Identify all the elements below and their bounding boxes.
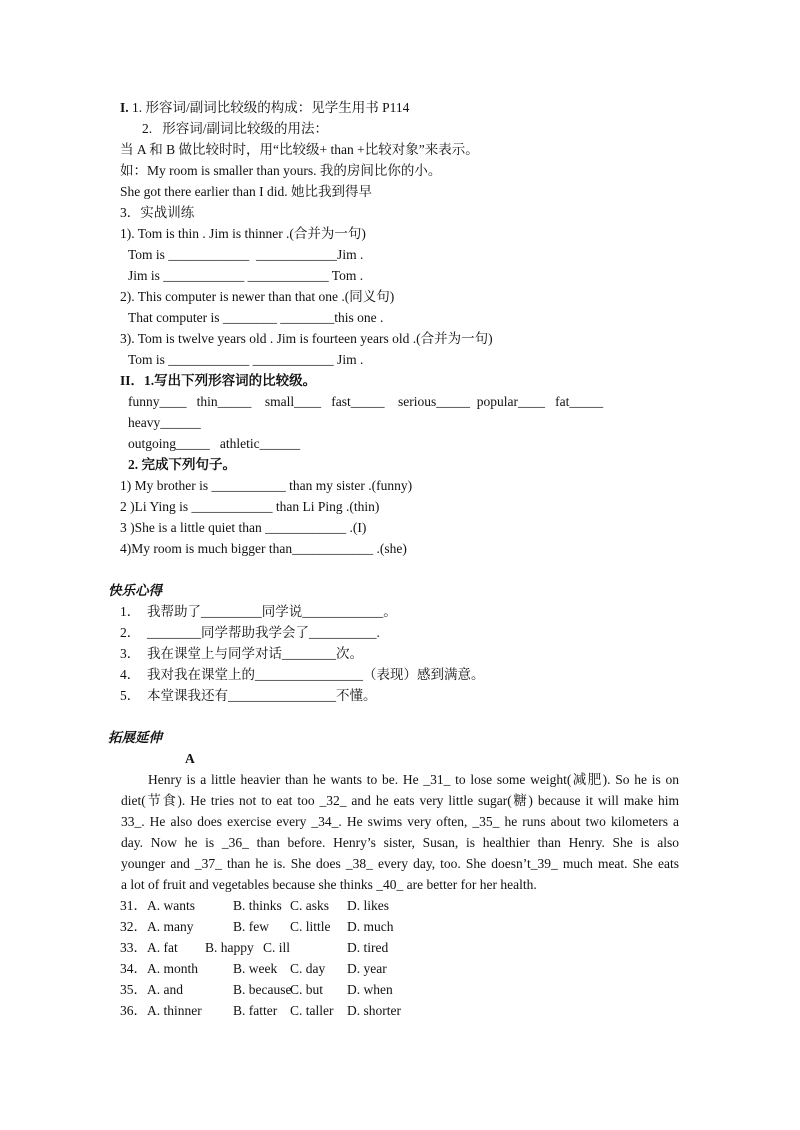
- option-a: 33．A. fat: [120, 940, 178, 955]
- happy-title: 快乐心得: [108, 583, 162, 599]
- section2-line3: heavy______: [128, 415, 201, 430]
- happy-line2: 2． ________同学帮助我学会了__________.: [120, 625, 380, 640]
- option-d: D. much: [347, 919, 394, 934]
- section1-line7: 1). Tom is thin . Jim is thinner .(合并为一句): [120, 226, 366, 241]
- passage-label: A: [185, 751, 195, 766]
- option-d: D. likes: [347, 898, 389, 913]
- section1-line5: She got there earlier than I did. 她比我到得早: [120, 184, 372, 199]
- option-b: B. thinks: [233, 898, 282, 913]
- option-b: B. few: [233, 919, 269, 934]
- option-b: B. fatter: [233, 1003, 278, 1018]
- option-b: B. happy: [205, 940, 254, 955]
- section2-line7: 2 )Li Ying is ____________ than Li Ping .(thin): [120, 499, 380, 514]
- option-row: [120, 897, 195, 915]
- happy-line5: 5． 本堂课我还有________________不懂。: [120, 688, 377, 703]
- option-a: 34．A. month: [120, 961, 199, 976]
- section2-line8: 3 )She is a little quiet than ____________ .(I): [120, 520, 367, 535]
- option-a: 31．A. wants: [120, 898, 195, 913]
- option-c: C. ill: [263, 940, 291, 955]
- section1-line8: Tom is ____________ ____________Jim .: [128, 247, 364, 262]
- passage-line1: Henry is a little heavier than he wants to be. He _31_ to lose some weight(减肥). So he is on: [148, 772, 679, 787]
- section1-line6: 3．实战训练: [120, 205, 195, 220]
- happy-line4: 4． 我对我在课堂上的________________（表现）感到满意。: [120, 667, 485, 682]
- option-d: D. shorter: [347, 1003, 401, 1018]
- option-b: B. week: [233, 961, 278, 976]
- option-c: C. little: [290, 919, 331, 934]
- section1-line9: Jim is ____________ ____________ Tom .: [128, 268, 364, 283]
- section2-subheading: 2. 完成下列句子。: [128, 457, 236, 472]
- section1-line1: 1. 形容词/副词比较级的构成：见学生用书 P114: [132, 100, 410, 115]
- option-c: C. but: [290, 982, 324, 997]
- section2-line2: funny____ thin_____ small____ fast_____ serious_____ popular____ fat_____: [128, 394, 604, 409]
- option-c: C. asks: [290, 898, 330, 913]
- section2-heading: II．1.写出下列形容词的比较级。: [120, 373, 317, 388]
- section1-line10: 2). This computer is newer than that one .(同义句): [120, 289, 395, 304]
- option-a: 35．A. and: [120, 982, 183, 997]
- happy-line1: 1． 我帮助了_________同学说____________。: [120, 604, 397, 619]
- section1-line11: That computer is ________ ________this one .: [128, 310, 384, 325]
- section2-line6: 1) My brother is ___________ than my sister .(funny): [120, 478, 413, 493]
- passage-line3: 33_. He also does exercise every _34_. He swims very often, _35_ he runs about two kilometers a: [121, 814, 679, 829]
- option-b: B. because: [233, 982, 292, 997]
- section1-line4: 如：My room is smaller than yours. 我的房间比你的小。: [120, 163, 442, 178]
- extend-title: 拓展延伸: [108, 730, 162, 746]
- option-d: D. when: [347, 982, 393, 997]
- option-a: 36．A. thinner: [120, 1003, 202, 1018]
- section2-line9: 4)My room is much bigger than____________ .(she): [120, 541, 407, 556]
- passage-line2: diet(节食). He tries not to eat too _32_ and he eats very little sugar(糖) because it will make him: [121, 793, 679, 808]
- option-d: D. year: [347, 961, 387, 976]
- section1-line3: 当 A 和 B 做比较时时，用“比较级+ than +比较对象”来表示。: [120, 142, 479, 157]
- section1-line13: Tom is ____________ ____________ Jim .: [128, 352, 364, 367]
- section2-line4: outgoing_____ athletic______: [128, 436, 301, 451]
- section1-heading: [120, 99, 409, 117]
- option-c: C. day: [290, 961, 326, 976]
- passage-line5: younger and _37_ than he is. She does _38_ every day, too. She doesn’t_39_ much meat. She eats: [121, 856, 679, 871]
- roman-numeral: I.: [120, 100, 129, 115]
- passage-line4: day. Now he is _36_ than before. Henry’s sister, Susan, is healthier than Henry. She is also: [121, 835, 679, 850]
- passage-line6: a lot of fruit and vegetables because she thinks _40_ are better for her health.: [121, 877, 537, 892]
- option-d: D. tired: [347, 940, 389, 955]
- option-c: C. taller: [290, 1003, 334, 1018]
- option-a: 32．A. many: [120, 919, 194, 934]
- happy-line3: 3． 我在课堂上与同学对话________次。: [120, 646, 363, 661]
- section1-line12: 3). Tom is twelve years old . Jim is fourteen years old .(合并为一句): [120, 331, 493, 346]
- section1-line2: 2. 形容词/副词比较级的用法：: [142, 121, 329, 136]
